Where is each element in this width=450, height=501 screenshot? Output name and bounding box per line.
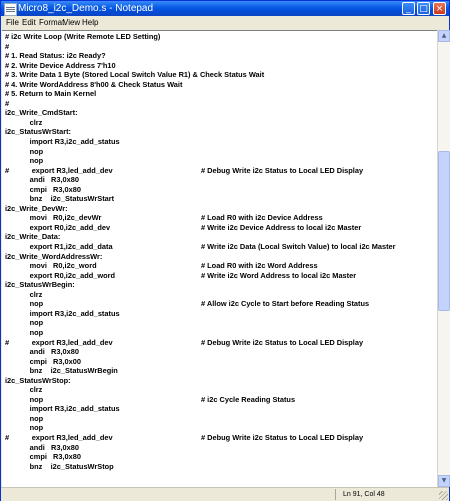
code-line-comment: # Debug Write i2c Status to Local LED Display [201, 165, 364, 175]
window-title: Micro8_i2c_Demo.s - Notepad [18, 3, 154, 14]
code-line-text: # export R3,led_add_dev [5, 432, 113, 442]
scroll-up-button[interactable]: ▲ [438, 30, 450, 42]
code-line-comment: # Write i2c Device Address to local i2c Master [201, 222, 362, 232]
code-line-text: bnz i2c_StatusWrStop [5, 461, 114, 471]
minimize-button[interactable]: _ [402, 2, 415, 15]
code-line-text: clrz [5, 385, 43, 395]
close-button[interactable]: × [433, 2, 446, 15]
code-line-text: cmpi R3,0x80 [5, 184, 81, 194]
code-line-text: cmpi R3,0x80 [5, 452, 81, 462]
code-line-text: clrz [5, 117, 43, 127]
code-line-text: i2c_Write_DevWr: [5, 203, 68, 213]
code-line-text: nop [5, 299, 44, 309]
code-line-comment: # Load R0 with i2c Word Address [201, 261, 318, 271]
code-line-text: i2c_Write_WordAddressWr: [5, 251, 103, 261]
code-line-text: i2c_Write_Data: [5, 232, 61, 242]
code-line-text: export R1,i2c_add_data [5, 242, 113, 252]
code-line-text: # export R3,led_add_dev [5, 337, 113, 347]
code-line-text: # [5, 98, 10, 108]
code-line-text: import R3,i2c_add_status [5, 308, 120, 318]
code-line-text: i2c_StatusWrStop: [5, 375, 71, 385]
code-line-text: i2c_StatusWrStart: [5, 127, 71, 137]
scroll-thumb[interactable] [438, 151, 450, 311]
code-line-text: # i2c Write Loop (Write Remote LED Setting) [5, 32, 161, 41]
code-line-text: andi R3,0x80 [5, 347, 79, 357]
code-line-text: nop [5, 156, 44, 166]
code-line-text: movi R0,i2c_word [5, 261, 97, 271]
code-line-text: andi R3,0x80 [5, 442, 79, 452]
code-line-comment: # Load R0 with i2c Device Address [201, 213, 323, 223]
code-line-text: nop [5, 394, 44, 404]
scroll-down-button[interactable]: ▼ [438, 475, 450, 487]
maximize-button[interactable]: □ [417, 2, 430, 15]
code-line-text: bnz i2c_StatusWrBegin [5, 366, 118, 376]
title-bar[interactable] [1, 1, 449, 16]
code-line-text: # 5. Return to Main Kernel [5, 89, 97, 99]
menu-format[interactable]: Format [39, 18, 65, 27]
code-line-text: import R3,i2c_add_status [5, 137, 120, 147]
code-line-text: i2c_Write_CmdStart: [5, 108, 78, 118]
code-line-text: i2c_StatusWrBegin: [5, 280, 75, 290]
menu-file[interactable]: File [6, 18, 19, 27]
code-line-text: # [5, 41, 10, 51]
code-line-text: export R0,i2c_add_dev [5, 222, 111, 232]
code-line-comment: # Debug Write i2c Status to Local LED Display [201, 432, 364, 442]
cursor-position: Ln 91, Col 48 [343, 491, 385, 498]
resize-grip[interactable] [439, 491, 448, 500]
code-line-text: # 2. Write Device Address 7'h10 [5, 60, 116, 70]
code-line-text: nop [5, 146, 44, 156]
code-line-text: clrz [5, 289, 43, 299]
code-line-text: # 4. Write WordAddress 8'h00 & Check Status Wait [5, 79, 183, 89]
code-line-text: # export R3,led_add_dev [5, 165, 113, 175]
code-line-text: cmpi R3,0x00 [5, 356, 81, 366]
menu-edit[interactable]: Edit [22, 18, 36, 27]
code-line-comment: # Write i2c Word Address to local i2c Master [201, 270, 357, 280]
code-line-comment: # i2c Cycle Reading Status [201, 394, 296, 404]
vertical-scrollbar[interactable] [437, 30, 450, 487]
code-line-text: # 1. Read Status: i2c Ready? [5, 51, 106, 61]
code-line-text: nop [5, 327, 44, 337]
menu-view[interactable]: View [63, 18, 81, 27]
code-line-text: nop [5, 413, 44, 423]
text-editor[interactable] [2, 30, 437, 488]
code-line-comment: # Debug Write i2c Status to Local LED Display [201, 337, 364, 347]
code-line-text: import R3,i2c_add_status [5, 404, 120, 414]
code-line-text: bnz i2c_StatusWrStart [5, 194, 115, 204]
menu-help[interactable]: Help [82, 18, 99, 27]
code-line-text: nop [5, 423, 44, 433]
code-line-text: andi R3,0x80 [5, 175, 79, 185]
code-line-comment: # Write i2c Data (Local Switch Value) to local i2c Master [201, 242, 396, 252]
code-line-text: nop [5, 318, 44, 328]
code-line-comment: # Allow i2c Cycle to Start before Reading Status [201, 299, 370, 309]
status-bar [1, 487, 449, 501]
notepad-app-icon[interactable] [4, 3, 17, 16]
code-line-text: # 3. Write Data 1 Byte (Stored Local Switch Value R1) & Check Status Wait [5, 70, 265, 80]
code-line-text: movi R0,i2c_devWr [5, 213, 102, 223]
status-divider [335, 489, 336, 500]
menu-bar [1, 16, 449, 29]
code-line-text: export R0,i2c_add_word [5, 270, 116, 280]
